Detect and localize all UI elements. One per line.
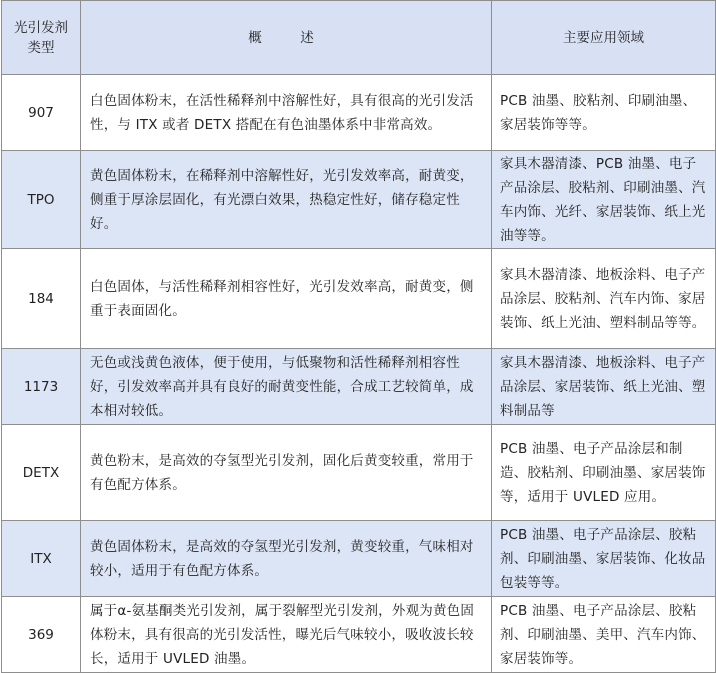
header-description-label: 概 述 [248, 29, 324, 46]
row-description: 黄色粉末，是高效的夺氢型光引发剂，固化后黄变较重，常用于有色配方体系。 [81, 425, 492, 521]
table-row [2, 597, 716, 673]
row-applications: PCB 油墨、电子产品涂层和制造、胶粘剂、印刷油墨、家居装饰等，适用于 UVLED 应用。 [492, 425, 716, 521]
row-description: 黄色固体粉末，是高效的夺氢型光引发剂，黄变较重，气味相对较小，适用于有色配方体系。 [81, 521, 492, 597]
row-applications: PCB 油墨、电子产品涂层、胶粘剂、印刷油墨、家居装饰、化妆品包装等等。 [492, 521, 716, 597]
row-description: 属于α-氨基酮类光引发剂，属于裂解型光引发剂，外观为黄色固体粉末，具有很高的光引发活性，曝光后气味较小，吸收波长较长，适用于 UVLED 油墨。 [81, 597, 492, 673]
photoinitiator-table [1, 0, 716, 673]
row-applications: PCB 油墨、胶粘剂、印刷油墨、家居装饰等等。 [492, 75, 716, 151]
row-description: 无色或浅黄色液体，便于使用，与低聚物和活性稀释剂相容性好，引发效率高并具有良好的耐黄变性能，合成工艺较简单，成本相对较低。 [81, 349, 492, 425]
header-type-label: 光引发剂 类型 [14, 19, 68, 56]
row-applications: 家具木器清漆、地板涂料、电子产品涂层、家居装饰、纸上光油、塑料制品等 [492, 349, 716, 425]
row-applications: PCB 油墨、电子产品涂层、胶粘剂、印刷油墨、美甲、汽车内饰、家居装饰等。 [492, 597, 716, 673]
row-type: 184 [2, 249, 81, 349]
row-type: 369 [2, 597, 81, 673]
row-description: 白色固体粉末，在活性稀释剂中溶解性好，具有很高的光引发活性，与 ITX 或者 DETX 搭配在有色油墨体系中非常高效。 [81, 75, 492, 151]
header-applications-label: 主要应用领域 [563, 29, 644, 46]
row-applications: 家具木器清漆、PCB 油墨、电子产品涂层、胶粘剂、印刷油墨、汽车内饰、光纤、家居装饰、纸上光油等等。 [492, 151, 716, 249]
header-applications [492, 1, 716, 75]
row-type: DETX [2, 425, 81, 521]
row-type: 1173 [2, 349, 81, 425]
row-type: 907 [2, 75, 81, 151]
row-type: TPO [2, 151, 81, 249]
table-row [2, 521, 716, 597]
header-type [2, 1, 81, 75]
row-applications: 家具木器清漆、地板涂料、电子产品涂层、胶粘剂、汽车内饰、家居装饰、纸上光油、塑料制品等等。 [492, 249, 716, 349]
table-row [2, 349, 716, 425]
row-description: 黄色固体粉末，在稀释剂中溶解性好，光引发效率高，耐黄变，侧重于厚涂层固化，有光漂白效果，热稳定性好，储存稳定性好。 [81, 151, 492, 249]
table-row [2, 151, 716, 249]
row-type: ITX [2, 521, 81, 597]
header-description [81, 1, 492, 75]
row-description: 白色固体，与活性稀释剂相容性好，光引发效率高，耐黄变，侧重于表面固化。 [81, 249, 492, 349]
table-row [2, 75, 716, 151]
table-row [2, 249, 716, 349]
header-row [2, 1, 716, 75]
table-row [2, 425, 716, 521]
